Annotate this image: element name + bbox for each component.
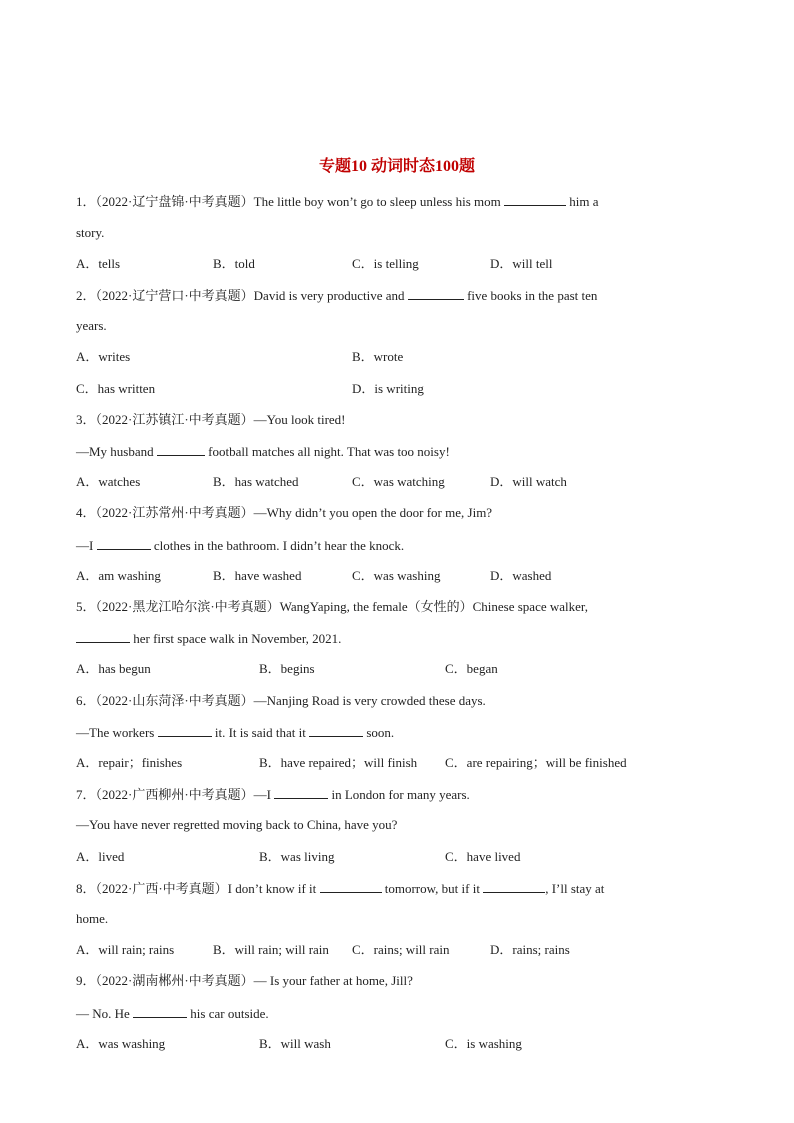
question-8-blank-2 (483, 880, 545, 893)
question-8-option-d[interactable]: D．rains; rains (490, 942, 570, 957)
question-8-text-end: , I’ll stay at (545, 881, 605, 896)
question-9-stem-cont (76, 1005, 269, 1022)
question-5-option-a[interactable]: A．has begun (76, 661, 151, 676)
question-5-option-b[interactable]: B．begins (259, 661, 315, 676)
question-3-blank (157, 443, 205, 456)
question-4-option-d[interactable]: D．washed (490, 568, 552, 583)
question-9-option-b[interactable]: B．will wash (259, 1036, 331, 1051)
question-8-stem (76, 880, 604, 897)
question-6-option-c[interactable]: C．are repairing；will be finished (445, 755, 627, 770)
question-8-blank-1 (320, 880, 382, 893)
question-2-blank (408, 287, 464, 300)
question-2-stem-cont: years. (76, 318, 107, 333)
question-7-option-c[interactable]: C．have lived (445, 849, 521, 864)
question-1-option-d[interactable]: D．will tell (490, 256, 553, 271)
question-9-option-c[interactable]: C．is washing (445, 1036, 522, 1051)
question-9-text-end: his car outside. (190, 1006, 269, 1021)
question-3-option-b[interactable]: B．has watched (213, 474, 299, 489)
question-6-blank-1 (158, 724, 212, 737)
page-title: 专题10 动词时态100题 (318, 158, 475, 175)
question-7-option-b[interactable]: B．was living (259, 849, 335, 864)
question-1-stem-cont: story. (76, 225, 105, 240)
question-3-option-d[interactable]: D．will watch (490, 474, 567, 489)
question-3-option-a[interactable]: A．watches (76, 474, 141, 489)
question-1-option-a[interactable]: A．tells (76, 256, 121, 271)
question-9-blank (133, 1005, 187, 1018)
question-2-option-a[interactable]: A．writes (76, 349, 131, 364)
question-4-text-end: clothes in the bathroom. I didn’t hear the knock. (153, 538, 405, 553)
question-3-stem: 3．（2022·江苏镇江·中考真题）—You look tired! (76, 412, 346, 427)
question-6-blank-2 (309, 724, 363, 737)
question-2-stem (76, 287, 597, 304)
question-3-text: —My husband (76, 444, 154, 459)
question-3-option-c[interactable]: C．was watching (352, 474, 445, 489)
question-4-option-a[interactable]: A．am washing (76, 568, 161, 583)
question-8-option-c[interactable]: C．rains; will rain (352, 942, 450, 957)
question-7-stem (76, 786, 470, 803)
question-4-option-b[interactable]: B．have washed (213, 568, 302, 583)
question-9-stem: 9．（2022·湖南郴州·中考真题）— Is your father at home, Jill? (76, 973, 413, 988)
question-7-text: 7．（2022·广西柳州·中考真题）—I (76, 787, 271, 802)
question-4-stem: 4．（2022·江苏常州·中考真题）—Why didn’t you open the door for me, Jim? (76, 505, 493, 520)
question-4-option-c[interactable]: C．was washing (352, 568, 441, 583)
question-6-stem: 6．（2022·山东菏泽·中考真题）—Nanjing Road is very crowded these days. (76, 693, 486, 708)
question-6-text-end: soon. (366, 725, 395, 740)
question-8-option-a[interactable]: A．will rain; rains (76, 942, 175, 957)
question-9-option-a[interactable]: A．was washing (76, 1036, 166, 1051)
question-7-blank (274, 786, 328, 799)
question-1-text: 1．（2022·辽宁盘锦·中考真题）The little boy won’t go to sleep unless his mom (76, 194, 501, 209)
question-9-text: — No. He (76, 1006, 130, 1021)
question-1-option-c[interactable]: C．is telling (352, 256, 419, 271)
question-7-option-a[interactable]: A．lived (76, 849, 125, 864)
question-7-stem-cont: —You have never regretted moving back to China, have you? (76, 817, 398, 832)
question-2-option-d[interactable]: D．is writing (352, 381, 424, 396)
question-5-stem-cont (76, 630, 341, 647)
question-1-option-b[interactable]: B．told (213, 256, 255, 271)
question-2-option-b[interactable]: B．wrote (352, 349, 404, 364)
question-6-option-a[interactable]: A．repair；finishes (76, 755, 183, 770)
question-8-option-b[interactable]: B．will rain; will rain (213, 942, 329, 957)
question-6-stem-cont (76, 724, 394, 741)
question-4-stem-cont (76, 537, 404, 554)
question-2-option-c[interactable]: C．has written (76, 381, 156, 396)
question-2-text: 2．（2022·辽宁营口·中考真题）David is very productive and (76, 288, 405, 303)
question-5-option-c[interactable]: C．began (445, 661, 498, 676)
question-1-stem (76, 193, 599, 210)
question-3-text-end: football matches all night. That was too noisy! (208, 444, 450, 459)
question-8-text-mid: tomorrow, but if it (384, 881, 480, 896)
question-7-text-end: in London for many years. (331, 787, 470, 802)
question-4-text: —I (76, 538, 94, 553)
question-2-text-end: five books in the past ten (467, 288, 598, 303)
question-6-text-mid: it. It is said that it (214, 725, 306, 740)
question-4-blank (97, 537, 151, 550)
question-5-text-end: her first space walk in November, 2021. (133, 631, 342, 646)
question-6-option-b[interactable]: B．have repaired；will finish (259, 755, 418, 770)
question-1-text-end: him a (569, 194, 599, 209)
question-5-blank (76, 630, 130, 643)
question-1-blank (504, 193, 566, 206)
question-3-stem-cont (76, 443, 450, 460)
question-8-stem-cont: home. (76, 911, 109, 926)
question-6-text: —The workers (76, 725, 155, 740)
question-5-stem: 5．（2022·黑龙江哈尔滨·中考真题）WangYaping, the female（女性的）Chinese space walker, (76, 599, 588, 614)
question-8-text: 8．（2022·广西·中考真题）I don’t know if it (76, 881, 317, 896)
